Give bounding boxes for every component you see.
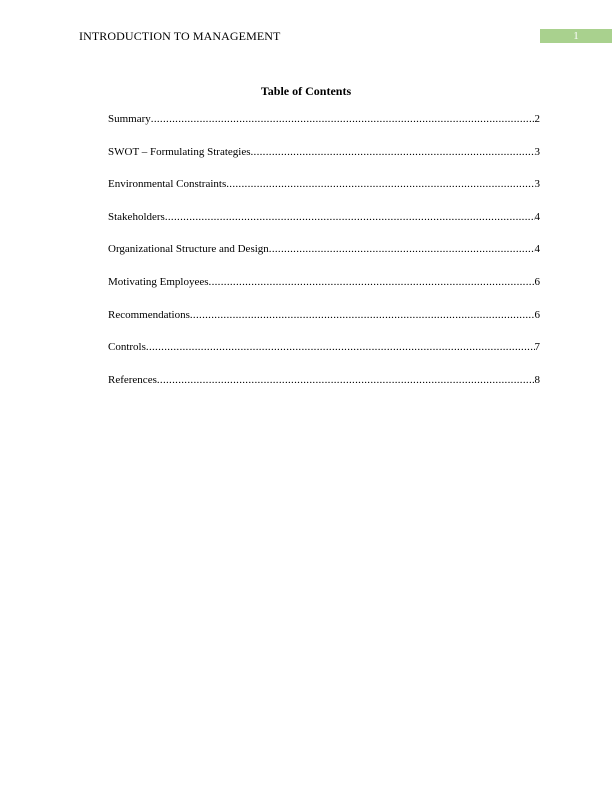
toc-entry-label: Controls — [108, 341, 146, 354]
toc-entry-label: Motivating Employees — [108, 275, 209, 288]
toc-entry-page: 4 — [534, 210, 540, 223]
toc-entry-environmental-constraints[interactable] — [108, 177, 540, 191]
toc-entry-summary[interactable] — [108, 112, 540, 126]
toc-dot-leader — [146, 340, 535, 354]
toc-dot-leader — [209, 275, 535, 289]
toc-entry-page: 4 — [534, 243, 540, 256]
toc-dot-leader — [190, 308, 535, 322]
toc-entry-label: Stakeholders — [108, 210, 165, 223]
toc-entry-organizational-structure[interactable] — [108, 242, 540, 256]
page-number-badge: 1 — [540, 29, 612, 43]
toc-list — [108, 112, 540, 405]
toc-dot-leader — [250, 145, 534, 159]
toc-entry-references[interactable] — [108, 373, 540, 387]
toc-dot-leader — [269, 242, 535, 256]
toc-dot-leader — [165, 210, 535, 224]
toc-entry-recommendations[interactable] — [108, 308, 540, 322]
toc-entry-controls[interactable] — [108, 340, 540, 354]
toc-entry-label: SWOT – Formulating Strategies — [108, 145, 251, 158]
toc-entry-motivating-employees[interactable] — [108, 275, 540, 289]
toc-dot-leader — [226, 177, 534, 191]
toc-entry-swot[interactable] — [108, 145, 540, 159]
toc-entry-page: 7 — [534, 341, 540, 354]
running-header-title: INTRODUCTION TO MANAGEMENT — [79, 29, 281, 43]
toc-entry-stakeholders[interactable] — [108, 210, 540, 224]
toc-entry-label: Environmental Constraints — [108, 178, 227, 191]
toc-title: Table of Contents — [260, 84, 352, 98]
toc-dot-leader — [157, 373, 535, 387]
toc-entry-label: Recommendations — [108, 308, 190, 321]
toc-dot-leader — [151, 112, 535, 126]
toc-entry-page: 6 — [534, 308, 540, 321]
toc-entry-page: 8 — [534, 373, 540, 386]
toc-entry-page: 2 — [534, 113, 540, 125]
toc-entry-page: 6 — [534, 275, 540, 288]
toc-entry-page: 3 — [534, 145, 540, 158]
toc-entry-label: Organizational Structure and Design — [108, 243, 269, 256]
toc-entry-label: Summary — [108, 113, 151, 125]
toc-entry-label: References — [108, 373, 157, 386]
toc-entry-page: 3 — [534, 178, 540, 191]
